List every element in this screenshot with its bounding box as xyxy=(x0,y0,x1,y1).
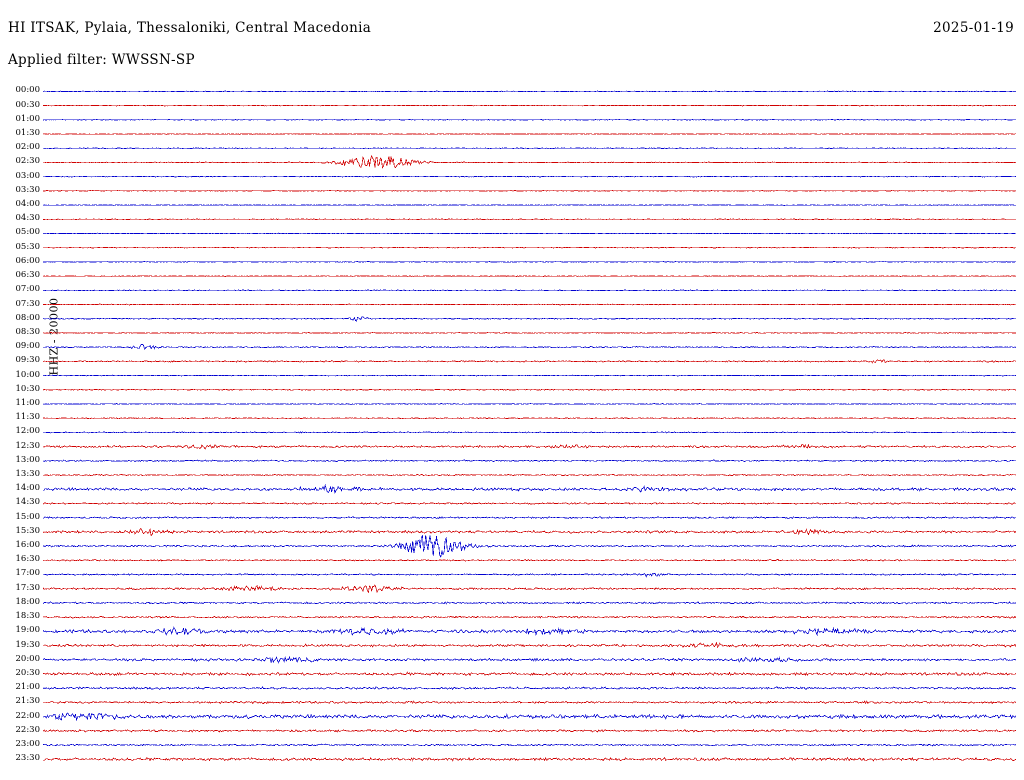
trace-line xyxy=(43,344,1016,349)
time-tick-label: 04:30 xyxy=(15,213,40,224)
time-tick-label: 12:00 xyxy=(15,426,40,437)
record-date: 2025-01-19 xyxy=(933,20,1014,36)
trace-line xyxy=(43,290,1016,291)
time-tick-label: 09:00 xyxy=(15,341,40,352)
trace-line xyxy=(43,403,1016,404)
time-tick-label: 14:30 xyxy=(15,497,40,508)
time-tick-label: 12:30 xyxy=(15,440,40,451)
trace-line xyxy=(43,758,1016,761)
time-tick-label: 01:00 xyxy=(15,113,40,124)
trace-line xyxy=(43,517,1016,519)
time-tick-label: 14:00 xyxy=(15,483,40,494)
trace-line xyxy=(43,643,1016,648)
time-tick-label: 17:30 xyxy=(15,582,40,593)
applied-filter-label: Applied filter: WWSSN-SP xyxy=(8,52,195,68)
time-tick-label: 21:00 xyxy=(15,682,40,693)
time-tick-label: 01:30 xyxy=(15,128,40,138)
time-tick-label: 20:00 xyxy=(15,653,40,664)
time-tick-label: 13:00 xyxy=(15,454,40,465)
time-tick-label: 02:00 xyxy=(15,142,40,153)
time-tick-label: 22:30 xyxy=(15,724,40,735)
trace-line xyxy=(43,205,1016,206)
time-tick-label: 13:30 xyxy=(15,469,40,479)
trace-line xyxy=(43,148,1016,149)
seismogram-plot xyxy=(43,84,1016,766)
time-tick-label: 06:30 xyxy=(15,270,40,281)
trace-line xyxy=(43,119,1016,120)
time-tick-label: 05:30 xyxy=(15,241,40,252)
time-tick-label: 16:30 xyxy=(15,554,40,565)
trace-line xyxy=(43,418,1016,419)
trace-line xyxy=(43,304,1016,305)
trace-line xyxy=(43,616,1016,618)
time-tick-label: 04:00 xyxy=(15,199,40,210)
trace-line xyxy=(43,602,1016,604)
time-tick-label: 07:30 xyxy=(15,298,40,309)
trace-line xyxy=(43,460,1016,462)
trace-line xyxy=(43,744,1016,746)
time-tick-label: 02:30 xyxy=(15,156,40,167)
time-tick-label: 21:30 xyxy=(15,696,40,707)
trace-line xyxy=(43,485,1016,492)
trace-line xyxy=(43,573,1016,576)
time-tick-label: 05:00 xyxy=(15,227,40,238)
time-tick-label: 11:00 xyxy=(15,397,40,408)
time-tick-label: 06:00 xyxy=(15,255,40,266)
time-tick-label: 08:30 xyxy=(15,326,40,337)
trace-line xyxy=(43,219,1016,220)
trace-line xyxy=(43,176,1016,177)
trace-line xyxy=(43,529,1016,536)
trace-line xyxy=(43,262,1016,263)
trace-line xyxy=(43,156,1016,168)
trace-line xyxy=(43,276,1016,277)
time-tick-label: 09:30 xyxy=(15,355,40,366)
time-tick-label: 00:00 xyxy=(15,85,40,96)
time-tick-label: 10:30 xyxy=(15,383,40,394)
trace-line xyxy=(43,389,1016,390)
trace-line xyxy=(43,105,1016,106)
trace-line xyxy=(43,317,1016,321)
trace-line xyxy=(43,657,1016,663)
time-tick-label: 18:00 xyxy=(15,596,40,607)
trace-line xyxy=(43,360,1016,363)
time-tick-label: 23:00 xyxy=(15,738,40,749)
time-tick-label: 18:30 xyxy=(15,611,40,622)
time-tick-label: 19:00 xyxy=(15,625,40,636)
trace-line xyxy=(43,585,1016,592)
time-tick-label: 03:00 xyxy=(15,170,40,181)
trace-line xyxy=(43,247,1016,248)
y-axis-label: HHZ - 20000 xyxy=(47,297,61,376)
trace-line xyxy=(43,713,1016,720)
trace-line xyxy=(43,134,1016,135)
time-tick-label: 10:00 xyxy=(15,369,40,380)
trace-line xyxy=(43,432,1016,433)
trace-line xyxy=(43,332,1016,333)
trace-line xyxy=(43,627,1016,635)
trace-line xyxy=(43,560,1016,562)
time-tick-label: 17:00 xyxy=(15,568,40,579)
trace-line xyxy=(43,190,1016,191)
trace-line xyxy=(43,503,1016,505)
time-tick-label: 22:00 xyxy=(15,710,40,721)
trace-line xyxy=(43,474,1016,475)
trace-line xyxy=(43,730,1016,732)
trace-line xyxy=(43,375,1016,376)
time-tick-label: 07:00 xyxy=(15,284,40,295)
page-title: HI ITSAK, Pylaia, Thessaloniki, Central Macedonia xyxy=(8,20,372,36)
time-tick-label: 00:30 xyxy=(15,99,40,110)
trace-line xyxy=(43,91,1016,92)
time-tick-label: 11:30 xyxy=(15,412,40,423)
trace-line xyxy=(43,233,1016,234)
time-tick-label: 20:30 xyxy=(15,667,40,678)
time-tick-label: 15:30 xyxy=(15,525,40,536)
trace-line xyxy=(43,687,1016,689)
time-tick-label: 23:30 xyxy=(15,753,40,764)
trace-line xyxy=(43,444,1016,449)
time-tick-label: 15:00 xyxy=(15,511,40,522)
time-axis-tick-labels xyxy=(0,84,40,766)
time-tick-label: 16:00 xyxy=(15,540,40,551)
trace-line xyxy=(43,701,1016,703)
trace-line xyxy=(43,672,1016,675)
time-tick-label: 08:00 xyxy=(15,312,40,323)
time-tick-label: 03:30 xyxy=(15,184,40,195)
time-tick-label: 19:30 xyxy=(15,639,40,650)
trace-line xyxy=(43,535,1016,557)
